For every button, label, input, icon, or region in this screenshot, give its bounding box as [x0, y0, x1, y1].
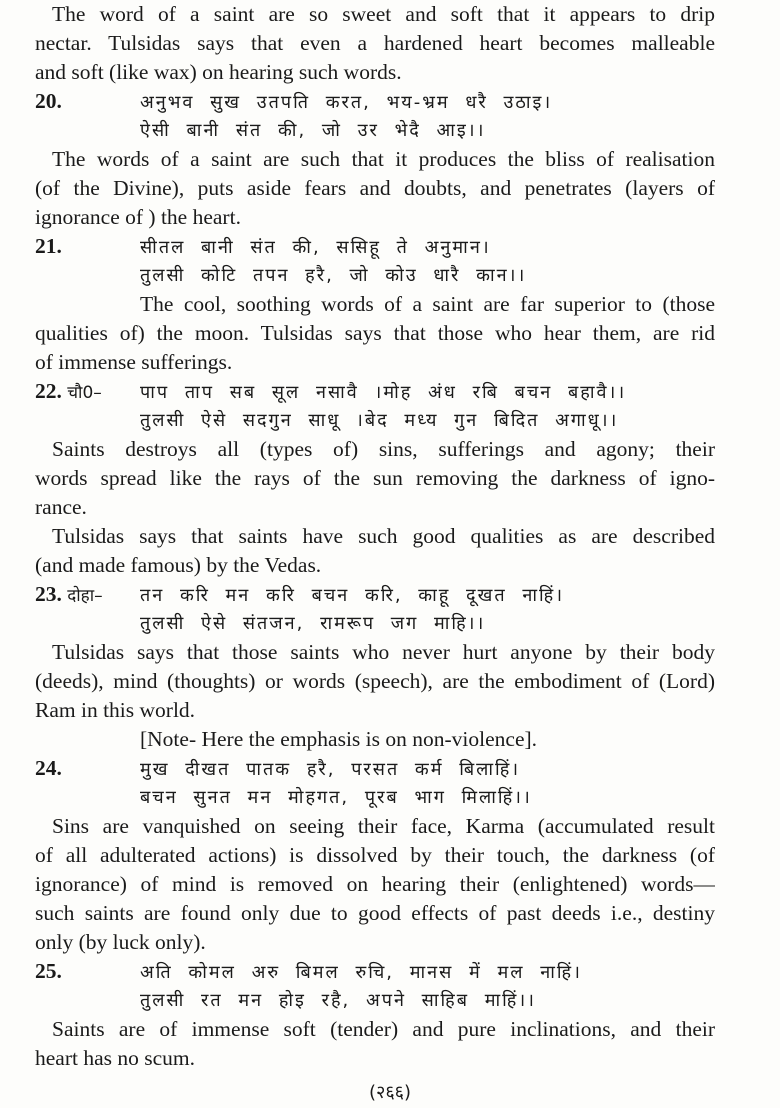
verse-block	[35, 377, 715, 435]
page-number: (२६६)	[368, 1082, 412, 1103]
paragraph-line: Ram in this world.	[35, 698, 196, 722]
verse-line	[35, 406, 715, 435]
paragraph-line: of all adulterated actions) is dissolved by their touch, the darkness (of	[35, 843, 715, 867]
verse-text: तुलसी ऐसे संतजन, रामरूप जग माहि।।	[140, 613, 486, 634]
paragraph-line: ignorance) of mind is removed on hearing their (enlightened) words—	[35, 872, 715, 896]
verse-number-text: 20.	[35, 89, 62, 113]
paragraph	[35, 1015, 715, 1073]
verse-number	[35, 87, 140, 116]
paragraph-line: of immense sufferings.	[35, 350, 233, 374]
verse-text: मुख दीखत पातक हरै, परसत कर्म बिलाहिं।	[140, 759, 521, 780]
paragraph	[35, 812, 715, 957]
paragraph-line: Sins are vanquished on seeing their face, Karma (accumulated result	[52, 814, 715, 838]
verse-text: तन करि मन करि बचन करि, काहू दूखत नाहिं।	[140, 585, 565, 606]
paragraph	[35, 290, 715, 377]
paragraph	[35, 725, 715, 754]
verse-text: तुलसी ऐसे सदगुन साधू ।बेद मध्य गुन बिदित अगाधू।।	[140, 410, 619, 431]
verse-block	[35, 580, 715, 638]
paragraph-line: Tulsidas says that those saints who never hurt anyone by their body	[52, 640, 715, 664]
paragraph-line: rance.	[35, 495, 87, 519]
paragraph-line: only (by luck only).	[35, 930, 206, 954]
paragraph-line: The words of a saint are such that it produces the bliss of realisation	[52, 147, 715, 171]
verse-block	[35, 87, 715, 145]
verse-line	[35, 261, 715, 290]
paragraph-line: such saints are found only due to good effects of past deeds i.e., destiny	[35, 901, 715, 925]
paragraph-line: nectar. Tulsidas says that even a hardened heart becomes malleable	[35, 31, 715, 55]
paragraph-line: (and made famous) by the Vedas.	[35, 553, 322, 577]
paragraph-line: Tulsidas says that saints have such good qualities as are described	[52, 524, 715, 548]
paragraph	[35, 638, 715, 725]
verse-text: अनुभव सुख उतपति करत, भय-भ्रम धरै उठाइ।	[140, 92, 553, 113]
verse-line	[35, 116, 715, 145]
paragraph-line: ignorance of ) the heart.	[35, 205, 241, 229]
verse-text: बचन सुनत मन मोहगत, पूरब भाग मिलाहिं।।	[140, 787, 532, 808]
paragraph-line: and soft (like wax) on hearing such words.	[35, 60, 402, 84]
verse-number	[35, 580, 140, 611]
verse-number-text: 24.	[35, 756, 62, 780]
paragraph	[35, 145, 715, 232]
verse-line	[35, 754, 715, 783]
verse-line	[35, 986, 715, 1015]
verse-number	[35, 232, 140, 261]
verse-number-text: 23.	[35, 582, 62, 606]
paragraph-line: The word of a saint are so sweet and soft that it appears to drip	[52, 2, 715, 26]
paragraph	[35, 0, 715, 87]
verse-text: तुलसी कोटि तपन हरै, जो कोउ धारै कान।।	[140, 265, 527, 286]
verse-line	[35, 580, 715, 609]
verse-line	[35, 232, 715, 261]
verse-line	[35, 957, 715, 986]
verse-text: सीतल बानी संत की, ससिहू ते अनुमान।	[140, 237, 491, 258]
paragraph-line: words spread like the rays of the sun removing the darkness of igno-	[35, 466, 715, 490]
paragraph-line: Saints are of immense soft (tender) and pure inclinations, and their	[52, 1017, 715, 1041]
verse-line	[35, 87, 715, 116]
paragraph	[35, 435, 715, 522]
verse-number-text: 21.	[35, 234, 62, 258]
verse-number-text: 25.	[35, 959, 62, 983]
paragraph	[35, 522, 715, 580]
verse-text: पाप ताप सब सूल नसावै ।मोह अंध रबि बचन बहावै।।	[140, 382, 627, 403]
paragraph-line: Saints destroys all (types of) sins, sufferings and agony; their	[52, 437, 715, 461]
verse-line	[35, 783, 715, 812]
verse-type-label: दोहा–	[67, 586, 103, 606]
page-body	[35, 0, 715, 1073]
verse-number-text: 22.	[35, 379, 62, 403]
verse-line	[35, 609, 715, 638]
paragraph-line: [Note- Here the emphasis is on non-violence].	[140, 727, 538, 751]
paragraph-line: (of the Divine), puts aside fears and doubts, and penetrates (layers of	[35, 176, 715, 200]
verse-type-label: चौ0–	[67, 383, 102, 403]
paragraph-line: qualities of) the moon. Tulsidas says that those who hear them, are rid	[35, 321, 715, 345]
verse-text: ऐसी बानी संत की, जो उर भेदै आइ।।	[140, 120, 486, 141]
paragraph-line: The cool, soothing words of a saint are far superior to (those	[140, 292, 715, 316]
verse-text: अति कोमल अरु बिमल रुचि, मानस में मल नाहिं।	[140, 962, 582, 983]
verse-block	[35, 754, 715, 812]
verse-line	[35, 377, 715, 406]
verse-block	[35, 957, 715, 1015]
verse-block	[35, 232, 715, 290]
verse-number	[35, 957, 140, 986]
verse-number	[35, 754, 140, 783]
verse-text: तुलसी रत मन होइ रहै, अपने साहिब माहिं।।	[140, 990, 537, 1011]
verse-number	[35, 377, 140, 408]
paragraph-line: heart has no scum.	[35, 1046, 196, 1070]
paragraph-line: (deeds), mind (thoughts) or words (speech), are the embodiment of (Lord)	[35, 669, 715, 693]
